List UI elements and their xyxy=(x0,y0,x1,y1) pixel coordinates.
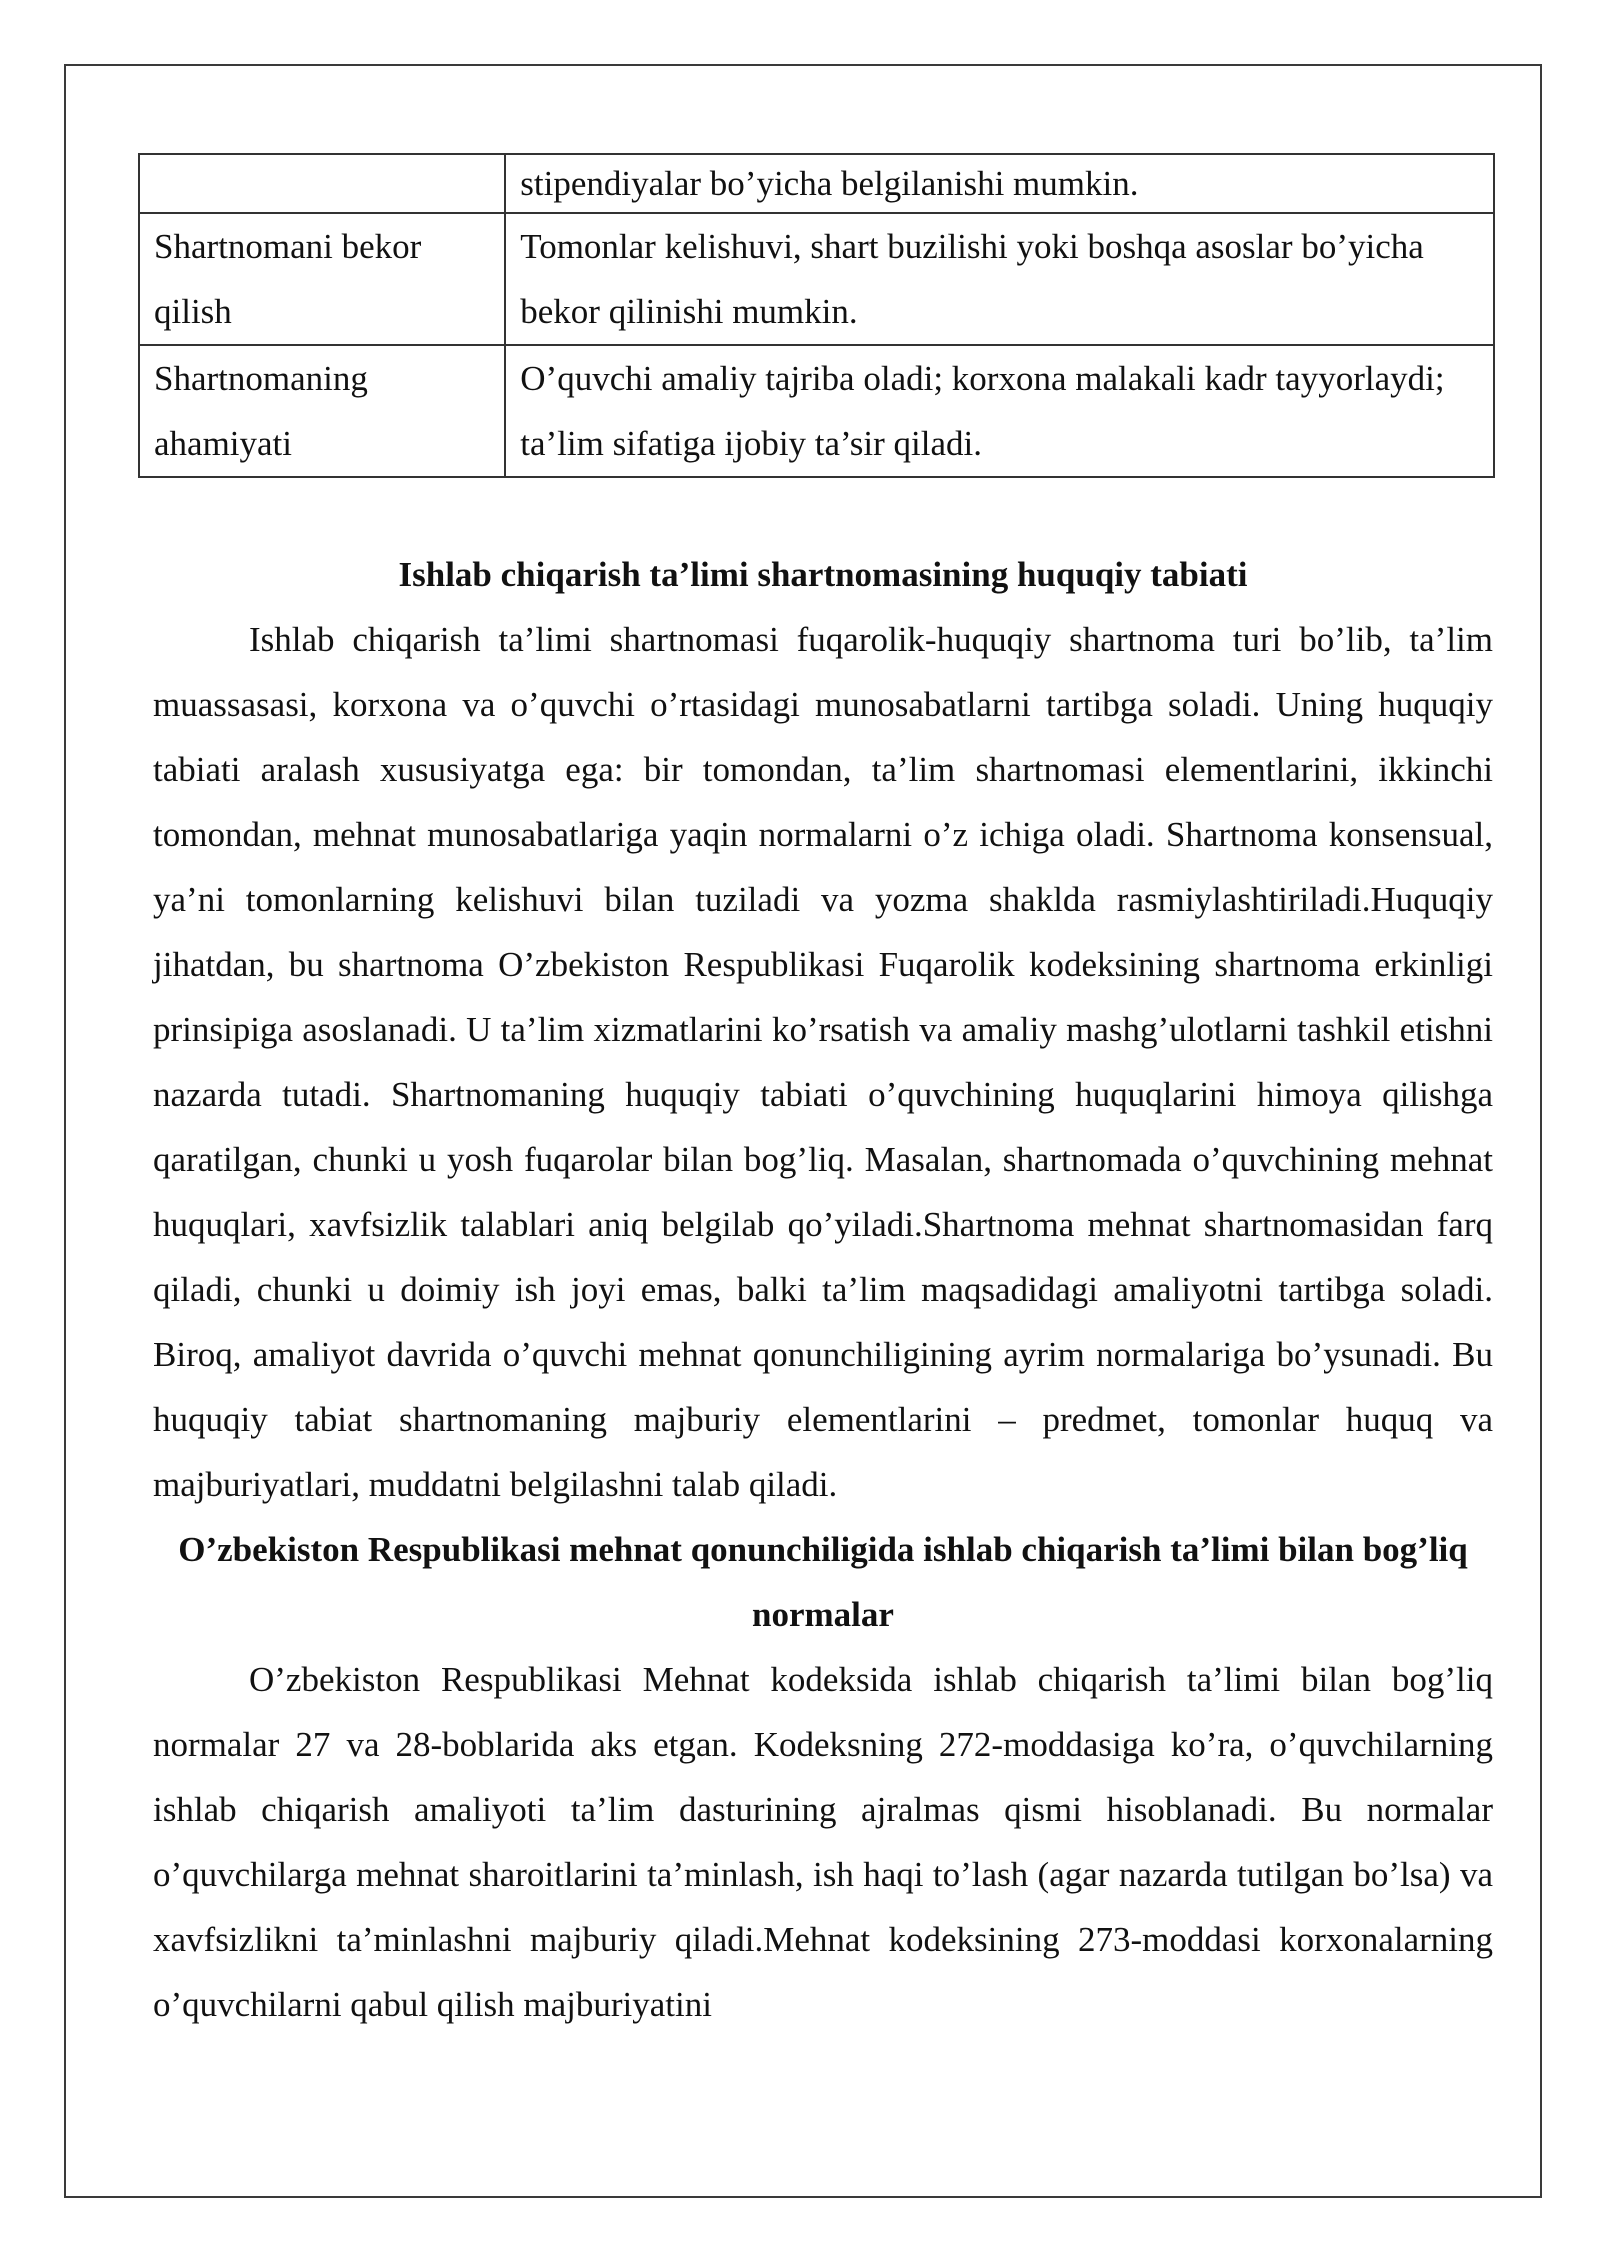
table-cell-term: Shartnomani bekor qilish xyxy=(139,213,505,345)
paragraph-legal-nature: Ishlab chiqarish ta’limi shartnomasi fuqarolik-huquqiy shartnoma turi bo’lib, ta’lim muassasasi, korxona va o’quvchi o’rtasidagi munosabatlarni tartibga soladi. Uning huquqiy tabiati aralash xususiyatga ega: bir tomondan, ta’lim shartnomasi elementlarini, ikkinchi tomondan, mehnat munosabatlariga yaqin normalarni o’z ichiga oladi. Shartnoma konsensual, ya’ni tomonlarning kelishuvi bilan tuziladi va yozma shaklda rasmiylashtiriladi.Huquqiy jihatdan, bu shartnoma O’zbekiston Respublikasi Fuqarolik kodeksining shartnoma erkinligi prinsipiga asoslanadi. U ta’lim xizmatlarini ko’rsatish va amaliy mashg’ulotlarni tashkil etishni nazarda tutadi. Shartnomaning huquqiy tabiati o’quvchining huquqlarini himoya qilishga qaratilgan, chunki u yosh fuqarolar bilan bog’liq. Masalan, shartnomada o’quvchining mehnat huquqlari, xavfsizlik talablari aniq belgilab qo’yiladi.Shartnoma mehnat shartnomasidan farq qiladi, chunki u doimiy ish joyi emas, balki ta’lim maqsadidagi amaliyotni tartibga soladi. Biroq, amaliyot davrida o’quvchi mehnat qonunchiligining ayrim normalariga bo’ysunadi. Bu huquqiy tabiat shartnomaning majburiy elementlarini – predmet, tomonlar huquq va majburiyatlari, muddatni belgilashni talab qiladi. xyxy=(153,620,1493,1504)
document-body xyxy=(153,153,1493,2037)
table-cell-term xyxy=(139,154,505,213)
section-heading-legal-nature: Ishlab chiqarish ta’limi shartnomasining huquqiy tabiati xyxy=(398,555,1248,594)
table-row xyxy=(139,345,1494,477)
contract-info-table xyxy=(138,153,1495,478)
paragraph-labor-norms: O’zbekiston Respublikasi Mehnat kodeksida ishlab chiqarish ta’limi bilan bog’liq normalar 27 va 28-boblarida aks etgan. Kodeksning 272-moddasiga ko’ra, o’quvchilarning ishlab chiqarish amaliyoti ta’lim dasturining ajralmas qismi hisoblanadi. Bu normalar o’quvchilarga mehnat sharoitlarini ta’minlash, ish haqi to’lash (agar nazarda tutilgan bo’lsa) va xavfsizlikni ta’minlashni majburiy qiladi.Mehnat kodeksining 273-moddasi korxonalarning o’quvchilarni qabul qilish majburiyatini xyxy=(153,1660,1493,2024)
section-heading-labor-norms: O’zbekiston Respublikasi mehnat qonunchiligida ishlab chiqarish ta’limi bilan bog’liq normalar xyxy=(178,1530,1468,1634)
table-cell-description: Tomonlar kelishuvi, shart buzilishi yoki boshqa asoslar bo’yicha bekor qilinishi mumkin. xyxy=(505,213,1494,345)
table-cell-description: O’quvchi amaliy tajriba oladi; korxona malakali kadr tayyorlaydi; ta’lim sifatiga ijobiy ta’sir qiladi. xyxy=(505,345,1494,477)
table-row xyxy=(139,213,1494,345)
table-cell-term: Shartnomaning ahamiyati xyxy=(139,345,505,477)
table-row xyxy=(139,154,1494,213)
table-cell-description: stipendiyalar bo’yicha belgilanishi mumkin. xyxy=(505,154,1494,213)
